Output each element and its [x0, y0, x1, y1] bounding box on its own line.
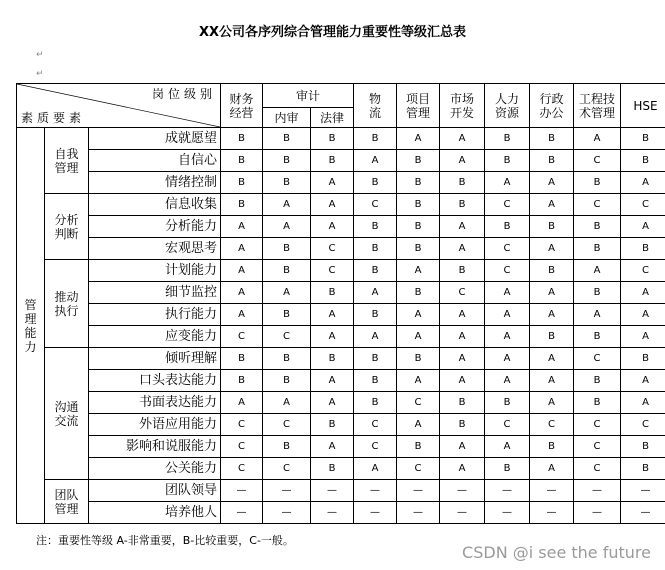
table-row — [17, 480, 665, 502]
rating-cell: B — [440, 194, 485, 216]
rating-cell: C — [221, 414, 263, 436]
rating-cell: A — [354, 458, 397, 480]
rating-cell: B — [485, 150, 530, 172]
rating-cell: C — [574, 348, 621, 370]
rating-cell: A — [574, 128, 621, 150]
item-label: 公关能力 — [89, 458, 221, 480]
rating-cell: B — [311, 128, 354, 150]
rating-cell: A — [311, 172, 354, 194]
rating-cell: A — [485, 436, 530, 458]
rating-cell: B — [221, 348, 263, 370]
header-row — [17, 84, 665, 108]
rating-cell: A — [221, 216, 263, 238]
paragraph-mark: ↵ — [36, 69, 44, 79]
rating-cell: — — [263, 480, 311, 502]
rating-cell: C — [485, 414, 530, 436]
rating-cell: — — [440, 480, 485, 502]
column-header: 内审 — [263, 108, 311, 128]
rating-cell: A — [311, 370, 354, 392]
rating-cell: A — [311, 436, 354, 458]
rating-cell: — — [485, 502, 530, 524]
rating-cell: B — [485, 216, 530, 238]
rating-cell: C — [221, 458, 263, 480]
column-header: 法律 — [311, 108, 354, 128]
rating-cell: C — [263, 414, 311, 436]
rating-cell: A — [440, 348, 485, 370]
rating-cell: C — [354, 194, 397, 216]
rating-cell: — — [440, 502, 485, 524]
item-label: 培养他人 — [89, 502, 221, 524]
rating-cell: A — [397, 260, 440, 282]
table-row — [17, 348, 665, 370]
rating-cell: A — [440, 326, 485, 348]
rating-cell: A — [485, 326, 530, 348]
rating-cell: B — [397, 238, 440, 260]
group-cell: 自我 管理 — [45, 128, 89, 194]
rating-cell: B — [263, 260, 311, 282]
table-row — [17, 260, 665, 282]
rating-cell: B — [221, 150, 263, 172]
item-label: 书面表达能力 — [89, 392, 221, 414]
rating-cell: A — [530, 392, 574, 414]
column-header: 市场 开发 — [440, 84, 485, 128]
rating-cell: A — [574, 260, 621, 282]
rating-cell: A — [311, 326, 354, 348]
rating-cell: B — [354, 238, 397, 260]
rating-cell: C — [440, 282, 485, 304]
table-row — [17, 436, 665, 458]
rating-cell: — — [574, 502, 621, 524]
rating-cell: A — [530, 304, 574, 326]
rating-cell: — — [530, 480, 574, 502]
rating-cell: B — [621, 238, 665, 260]
rating-cell: A — [311, 216, 354, 238]
rating-cell: — — [574, 480, 621, 502]
watermark: CSDN @i see the future — [462, 543, 651, 562]
item-label: 情绪控制 — [89, 172, 221, 194]
rating-cell: B — [221, 370, 263, 392]
rating-cell: B — [440, 172, 485, 194]
rating-cell: B — [574, 392, 621, 414]
rating-cell: C — [574, 436, 621, 458]
column-header: 财务 经营 — [221, 84, 263, 128]
rating-cell: C — [354, 414, 397, 436]
rating-cell: — — [621, 480, 665, 502]
rating-cell: A — [221, 304, 263, 326]
rating-cell: A — [221, 282, 263, 304]
rating-cell: B — [397, 348, 440, 370]
group-cell: 沟通 交流 — [45, 348, 89, 480]
rating-cell: B — [574, 172, 621, 194]
group-cell: 分析 判断 — [45, 194, 89, 260]
rating-cell: B — [397, 216, 440, 238]
rating-cell: A — [311, 194, 354, 216]
diagonal-bottom-label: 素质要素 — [21, 111, 86, 125]
table-row — [17, 282, 665, 304]
table-row — [17, 194, 665, 216]
rating-cell: B — [440, 414, 485, 436]
table-row — [17, 392, 665, 414]
diagonal-header — [17, 84, 221, 128]
rating-cell: A — [440, 458, 485, 480]
rating-cell: B — [263, 150, 311, 172]
rating-cell: B — [354, 216, 397, 238]
rating-cell: B — [530, 260, 574, 282]
rating-cell: A — [485, 370, 530, 392]
table-row — [17, 172, 665, 194]
rating-cell: B — [621, 150, 665, 172]
rating-cell: A — [354, 282, 397, 304]
item-label: 计划能力 — [89, 260, 221, 282]
rating-cell: — — [354, 502, 397, 524]
rating-cell: C — [354, 436, 397, 458]
table-row — [17, 458, 665, 480]
rating-cell: A — [440, 128, 485, 150]
rating-cell: B — [530, 150, 574, 172]
rating-cell: C — [311, 238, 354, 260]
rating-cell: B — [311, 150, 354, 172]
rating-cell: A — [485, 172, 530, 194]
rating-cell: B — [621, 436, 665, 458]
rating-cell: B — [354, 370, 397, 392]
rating-cell: B — [530, 436, 574, 458]
rating-cell: A — [530, 282, 574, 304]
rating-cell: B — [354, 172, 397, 194]
rating-cell: B — [530, 216, 574, 238]
rating-cell: C — [574, 194, 621, 216]
item-label: 分析能力 — [89, 216, 221, 238]
rating-cell: B — [221, 172, 263, 194]
table-row — [17, 304, 665, 326]
rating-cell: A — [485, 282, 530, 304]
rating-cell: — — [354, 480, 397, 502]
summary-table — [16, 83, 665, 524]
rating-cell: A — [263, 282, 311, 304]
rating-cell: B — [485, 392, 530, 414]
rating-cell: C — [530, 414, 574, 436]
table-row — [17, 326, 665, 348]
rating-cell: C — [221, 436, 263, 458]
rating-cell: A — [621, 370, 665, 392]
rating-cell: A — [397, 370, 440, 392]
rating-cell: C — [621, 414, 665, 436]
rating-cell: B — [485, 128, 530, 150]
rating-cell: C — [397, 392, 440, 414]
rating-cell: B — [440, 392, 485, 414]
rating-cell: B — [530, 326, 574, 348]
table-row — [17, 128, 665, 150]
rating-cell: A — [574, 304, 621, 326]
column-header: HSE — [621, 84, 665, 128]
item-label: 细节监控 — [89, 282, 221, 304]
rating-cell: A — [397, 326, 440, 348]
rating-cell: A — [354, 150, 397, 172]
column-header: 人力 资源 — [485, 84, 530, 128]
rating-cell: A — [621, 304, 665, 326]
rating-cell: B — [574, 216, 621, 238]
rating-cell: C — [263, 326, 311, 348]
rating-cell: A — [311, 392, 354, 414]
rating-cell: C — [621, 194, 665, 216]
table-row — [17, 370, 665, 392]
rating-cell: B — [397, 150, 440, 172]
page-title: XX公司各序列综合管理能力重要性等级汇总表 — [198, 25, 467, 40]
rating-cell: B — [397, 436, 440, 458]
rating-cell: A — [485, 348, 530, 370]
rating-cell: — — [221, 480, 263, 502]
rating-cell: A — [440, 150, 485, 172]
rating-cell: C — [397, 458, 440, 480]
rating-cell: B — [621, 348, 665, 370]
table-row — [17, 414, 665, 436]
rating-cell: A — [530, 238, 574, 260]
rating-cell: B — [354, 392, 397, 414]
footnote: 注：重要性等级 A-非常重要，B-比较重要，C-一般。 — [36, 534, 294, 547]
rating-cell: C — [263, 458, 311, 480]
rating-cell: B — [397, 194, 440, 216]
rating-cell: B — [263, 348, 311, 370]
rating-cell: A — [530, 458, 574, 480]
diagonal-top-label: 岗位级别 — [152, 87, 217, 101]
rating-cell: A — [440, 238, 485, 260]
rating-cell: C — [221, 326, 263, 348]
rating-cell: B — [311, 282, 354, 304]
rating-cell: A — [311, 304, 354, 326]
rating-cell: C — [574, 150, 621, 172]
rating-cell: B — [311, 458, 354, 480]
rating-cell: B — [397, 282, 440, 304]
rating-cell: B — [311, 348, 354, 370]
rating-cell: B — [263, 172, 311, 194]
item-label: 口头表达能力 — [89, 370, 221, 392]
rating-cell: B — [621, 128, 665, 150]
rating-cell: A — [221, 238, 263, 260]
rating-cell: A — [263, 392, 311, 414]
rating-cell: B — [354, 348, 397, 370]
rating-cell: B — [221, 194, 263, 216]
item-label: 倾听理解 — [89, 348, 221, 370]
rating-cell: A — [530, 172, 574, 194]
rating-cell: — — [621, 502, 665, 524]
group-cell: 团队 管理 — [45, 480, 89, 524]
rating-cell: A — [485, 304, 530, 326]
rating-cell: B — [354, 260, 397, 282]
rating-cell: A — [397, 128, 440, 150]
rating-cell: — — [485, 480, 530, 502]
rating-cell: B — [440, 260, 485, 282]
rating-cell: B — [574, 282, 621, 304]
column-group-header: 审计 — [263, 84, 354, 108]
rating-cell: B — [311, 414, 354, 436]
rating-cell: B — [263, 436, 311, 458]
rating-cell: C — [485, 194, 530, 216]
rating-cell: C — [311, 260, 354, 282]
table-row — [17, 238, 665, 260]
rating-cell: A — [621, 282, 665, 304]
column-header: 工程技 术管理 — [574, 84, 621, 128]
rating-cell: A — [440, 216, 485, 238]
rating-cell: A — [221, 392, 263, 414]
rating-cell: B — [354, 304, 397, 326]
rating-cell: — — [397, 480, 440, 502]
item-label: 执行能力 — [89, 304, 221, 326]
item-label: 信息收集 — [89, 194, 221, 216]
rating-cell: A — [440, 304, 485, 326]
rating-cell: A — [397, 304, 440, 326]
rating-cell: C — [485, 260, 530, 282]
rating-cell: B — [574, 370, 621, 392]
rating-cell: A — [354, 326, 397, 348]
rating-cell: B — [263, 128, 311, 150]
rating-cell: B — [263, 238, 311, 260]
rating-cell: B — [621, 458, 665, 480]
rating-cell: A — [621, 392, 665, 414]
rating-cell: — — [311, 480, 354, 502]
rating-cell: B — [354, 128, 397, 150]
item-label: 宏观思考 — [89, 238, 221, 260]
column-header: 项目 管理 — [397, 84, 440, 128]
rating-cell: — — [530, 502, 574, 524]
table-row — [17, 502, 665, 524]
rating-cell: B — [263, 370, 311, 392]
category-cell: 管 理 能 力 — [17, 128, 45, 524]
rating-cell: B — [574, 326, 621, 348]
item-label: 影响和说服能力 — [89, 436, 221, 458]
rating-cell: C — [574, 414, 621, 436]
item-label: 成就愿望 — [89, 128, 221, 150]
table-row — [17, 150, 665, 172]
rating-cell: A — [621, 326, 665, 348]
rating-cell: C — [621, 260, 665, 282]
item-label: 自信心 — [89, 150, 221, 172]
rating-cell: B — [530, 128, 574, 150]
group-cell: 推动 执行 — [45, 260, 89, 348]
item-label: 应变能力 — [89, 326, 221, 348]
rating-cell: A — [530, 194, 574, 216]
rating-cell: A — [263, 194, 311, 216]
column-header: 物 流 — [354, 84, 397, 128]
rating-cell: C — [574, 458, 621, 480]
paragraph-mark: ↵ — [36, 50, 44, 60]
rating-cell: A — [621, 216, 665, 238]
item-label: 团队领导 — [89, 480, 221, 502]
rating-cell: C — [485, 238, 530, 260]
rating-cell: B — [485, 458, 530, 480]
rating-cell: B — [397, 172, 440, 194]
rating-cell: A — [397, 414, 440, 436]
rating-cell: A — [440, 370, 485, 392]
rating-cell: A — [221, 260, 263, 282]
rating-cell: — — [221, 502, 263, 524]
rating-cell: B — [221, 128, 263, 150]
rating-cell: B — [574, 238, 621, 260]
rating-cell: — — [397, 502, 440, 524]
item-label: 外语应用能力 — [89, 414, 221, 436]
rating-cell: B — [263, 304, 311, 326]
rating-cell: A — [263, 216, 311, 238]
table-row — [17, 216, 665, 238]
rating-cell: — — [311, 502, 354, 524]
rating-cell: A — [621, 172, 665, 194]
rating-cell: A — [530, 348, 574, 370]
rating-cell: — — [263, 502, 311, 524]
rating-cell: A — [440, 436, 485, 458]
column-header: 行政 办公 — [530, 84, 574, 128]
rating-cell: A — [530, 370, 574, 392]
